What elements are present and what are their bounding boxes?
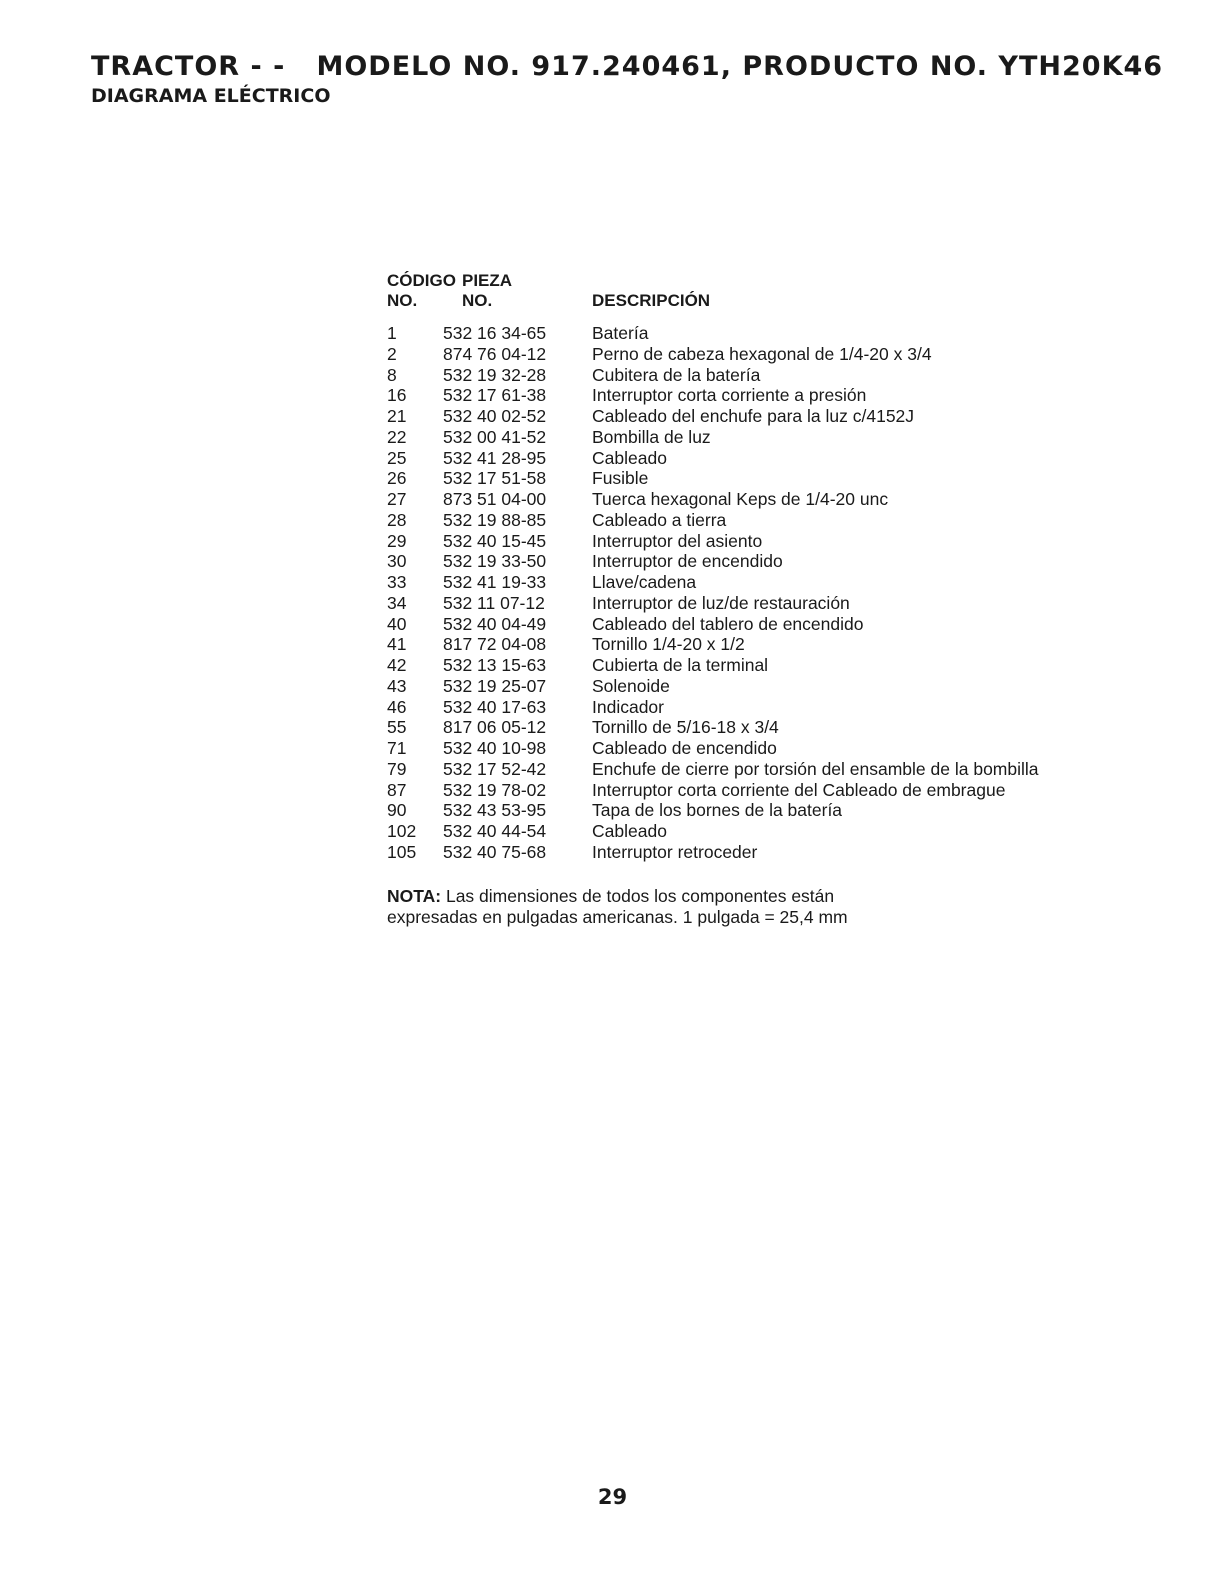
- ref-no: 55: [387, 717, 407, 738]
- table-row: [387, 323, 1039, 344]
- table-row: [387, 717, 1039, 738]
- ref-no: 42: [387, 655, 407, 675]
- table-row: [387, 385, 1039, 406]
- table-row: [387, 489, 1039, 510]
- description: Tuerca hexagonal Keps de 1/4-20 unc: [592, 489, 889, 509]
- description: Llave/cadena: [592, 572, 697, 592]
- description: Fusible: [592, 468, 649, 489]
- part-number: 532 13 15-63: [443, 655, 547, 675]
- part-number: 873 51 04-00: [443, 489, 547, 509]
- ref-no: 28: [387, 509, 407, 530]
- part-number: 532 19 78-02: [443, 779, 547, 800]
- part-number: 532 40 04-49: [443, 613, 547, 634]
- table-row: [387, 593, 1039, 614]
- table-row: [387, 759, 1039, 780]
- note: [387, 886, 848, 928]
- ref-no: 43: [387, 675, 407, 696]
- part-number: 532 16 34-65: [443, 323, 547, 343]
- description: Interruptor corta corriente del Cableado de embrague: [592, 779, 1006, 800]
- parts-list: [387, 271, 1147, 863]
- page-title: TRACTOR - - MODELO NO. 917.240461, PRODUCTO NO. YTH20K46: [91, 51, 1164, 82]
- header-pieza: PIEZA: [462, 271, 513, 290]
- part-number: 532 17 61-38: [443, 385, 547, 406]
- page-number: 29: [597, 1485, 628, 1509]
- ref-no: 90: [387, 800, 407, 821]
- part-number: 532 40 02-52: [443, 406, 547, 426]
- description: Solenoide: [592, 675, 670, 696]
- ref-no: 87: [387, 779, 407, 800]
- ref-no: 41: [387, 634, 407, 655]
- table-row: [387, 676, 1039, 697]
- part-number: 532 41 28-95: [443, 447, 547, 468]
- table-row: [387, 697, 1039, 718]
- table-row: [387, 572, 1039, 593]
- description: Cableado del enchufe para la luz c/4152J: [592, 406, 915, 426]
- part-number: 532 11 07-12: [443, 592, 545, 613]
- header-codigo: CÓDIGO: [387, 271, 456, 290]
- table-row: [387, 406, 1039, 427]
- part-number: 532 19 32-28: [443, 364, 547, 385]
- description: Cableado a tierra: [592, 509, 727, 530]
- description: Interruptor de luz/de restauración: [592, 592, 850, 613]
- table-row: [387, 427, 1039, 448]
- part-number: 532 40 10-98: [443, 738, 547, 758]
- part-number: 532 00 41-52: [443, 426, 547, 447]
- description: Tornillo 1/4-20 x 1/2: [592, 634, 745, 655]
- header-ref-no: NO.: [387, 291, 418, 310]
- part-number: 817 72 04-08: [443, 634, 547, 655]
- description: Interruptor retroceder: [592, 841, 758, 862]
- ref-no: 105: [387, 841, 417, 862]
- description: Tornillo de 5/16-18 x 3/4: [592, 717, 779, 738]
- description: Interruptor de encendido: [592, 551, 783, 572]
- part-number: 532 19 88-85: [443, 509, 547, 530]
- part-number: 532 43 53-95: [443, 800, 547, 821]
- note-line-1: Las dimensiones de todos los componentes están: [441, 886, 835, 906]
- ref-no: 79: [387, 758, 407, 779]
- description: Cableado del tablero de encendido: [592, 613, 864, 634]
- ref-no: 16: [387, 385, 407, 406]
- description: Cableado de encendido: [592, 738, 777, 758]
- ref-no: 40: [387, 613, 407, 634]
- ref-no: 71: [387, 738, 407, 758]
- description: Cableado: [592, 821, 667, 841]
- ref-no: 33: [387, 572, 407, 592]
- header-descripcion: DESCRIPCIÓN: [592, 291, 711, 310]
- ref-no: 21: [387, 406, 407, 426]
- parts-table: [387, 323, 1039, 863]
- ref-no: 29: [387, 530, 407, 551]
- table-row: [387, 800, 1039, 821]
- header-part-no: NO.: [462, 291, 493, 310]
- part-number: 532 40 75-68: [443, 841, 547, 862]
- table-row: [387, 655, 1039, 676]
- table-row: [387, 344, 1039, 365]
- table-row: [387, 468, 1039, 489]
- part-number: 532 17 52-42: [443, 758, 547, 779]
- ref-no: 34: [387, 592, 407, 613]
- description: Perno de cabeza hexagonal de 1/4-20 x 3/4: [592, 343, 932, 364]
- part-number: 532 17 51-58: [443, 468, 547, 489]
- ref-no: 26: [387, 468, 407, 489]
- description: Interruptor corta corriente a presión: [592, 385, 867, 406]
- table-row: [387, 842, 1039, 863]
- note-label: NOTA:: [387, 886, 442, 906]
- note-line-2: expresadas en pulgadas americanas. 1 pulgada = 25,4 mm: [387, 907, 848, 927]
- ref-no: 22: [387, 426, 407, 447]
- ref-no: 27: [387, 489, 407, 509]
- part-number: 532 40 15-45: [443, 530, 547, 551]
- part-number: 532 19 25-07: [443, 675, 547, 696]
- part-number: 874 76 04-12: [443, 343, 547, 364]
- table-row: [387, 780, 1039, 801]
- table-row: [387, 531, 1039, 552]
- description: Enchufe de cierre por torsión del ensamble de la bombilla: [592, 758, 1039, 779]
- table-row: [387, 551, 1039, 572]
- description: Batería: [592, 323, 649, 343]
- table-row: [387, 821, 1039, 842]
- section-subtitle: DIAGRAMA ELÉCTRICO: [91, 85, 331, 107]
- ref-no: 30: [387, 551, 407, 572]
- table-row: [387, 510, 1039, 531]
- description: Indicador: [592, 696, 664, 717]
- part-number: 532 40 44-54: [443, 821, 547, 841]
- ref-no: 46: [387, 696, 407, 717]
- part-number: 532 19 33-50: [443, 551, 547, 572]
- description: Cableado: [592, 447, 667, 468]
- parts-list-header: [387, 271, 1147, 317]
- part-number: 532 40 17-63: [443, 696, 547, 717]
- description: Bombilla de luz: [592, 426, 711, 447]
- part-number: 532 41 19-33: [443, 572, 547, 592]
- ref-no: 8: [387, 364, 397, 385]
- description: Interruptor del asiento: [592, 530, 763, 551]
- description: Cubitera de la batería: [592, 364, 761, 385]
- part-number: 817 06 05-12: [443, 717, 547, 738]
- ref-no: 1: [387, 323, 397, 343]
- table-row: [387, 738, 1039, 759]
- ref-no: 25: [387, 447, 407, 468]
- ref-no: 2: [387, 343, 397, 364]
- table-row: [387, 614, 1039, 635]
- ref-no: 102: [387, 821, 417, 841]
- description: Cubierta de la terminal: [592, 655, 769, 675]
- table-row: [387, 634, 1039, 655]
- table-row: [387, 365, 1039, 386]
- description: Tapa de los bornes de la batería: [592, 800, 843, 821]
- table-row: [387, 448, 1039, 469]
